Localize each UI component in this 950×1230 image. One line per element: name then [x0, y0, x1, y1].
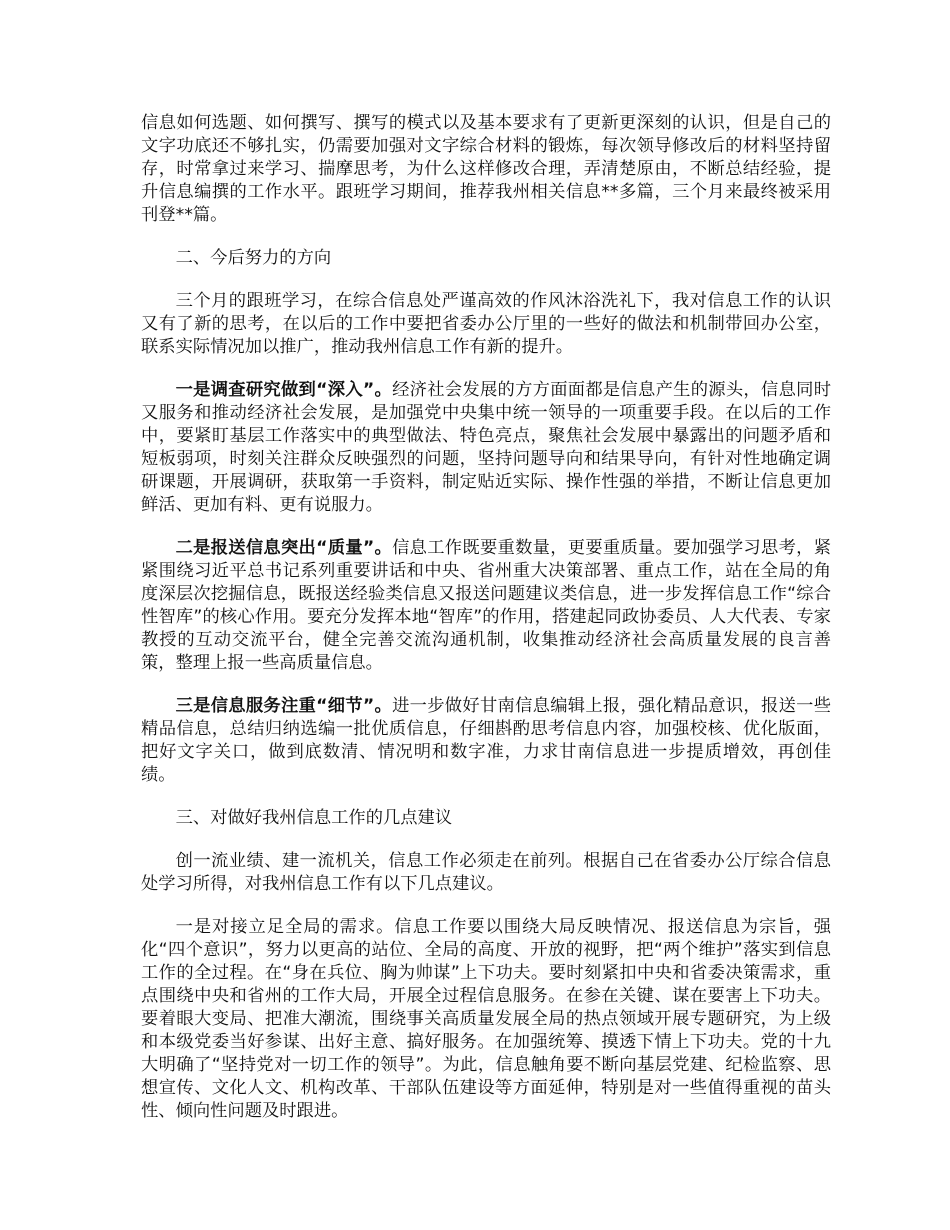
- paragraph-details: [141, 695, 831, 787]
- paragraph-text: 经济社会发展的方方面面都是信息产生的源头，信息同时又服务和推动经济社会发展，是加强党中央集中统一领导的一项重要手段。在以后的工作中，要紧盯基层工作落实中的典型做法、特色亮点，聚焦社会发展中暴露出的问题矛盾和短板弱项，时刻关注群众反映强烈的问题，坚持问题导向和结果导向，有针对性地确定调研课题，开展调研，获取第一手资料，制定贴近实际、操作性强的举措，不断让信息更加鲜活、更加有料、更有说服力。: [141, 380, 831, 515]
- paragraph-suggestions-intro: 创一流业绩、建一流机关，信息工作必须走在前列。根据自己在省委办公厅综合信息处学习所得，对我州信息工作有以下几点建议。: [141, 851, 831, 894]
- document-body: [141, 112, 831, 1143]
- paragraph-text: 进一步做好甘南信息编辑上报，强化精品意识，报送一些精品信息，总结归纳选编一批优质信息，仔细斟酌思考信息内容，加强校核、优化版面，把好文字关口，做到底数清、情况明和数字准，力求甘南信息进一步提质增效，再创佳绩。: [141, 696, 831, 785]
- paragraph-lead: 三是信息服务注重“细节”。: [175, 696, 393, 716]
- paragraph-quality: [141, 537, 831, 675]
- paragraph-global-needs: 一是对接立足全局的需求。信息工作要以围绕大局反映情况、报送信息为宗旨，强化“四个意识”，努力以更高的站位、全局的高度、开放的视野，把“两个维护”落实到信息工作的全过程。在“身在兵位、胸为帅谋”上下功夫。要时刻紧扣中央和省委决策需求，重点围绕中央和省州的工作大局，开展全过程信息服务。在参在关键、谋在要害上下功夫。要着眼大变局、把准大潮流，围绕事关高质量发展全局的热点领域开展专题研究，为上级和本级党委当好参谋、出好主意、搞好服务。在加强统筹、摸透下情上下功夫。党的十九大明确了“坚持党对一切工作的领导”。为此，信息触角要不断向基层党建、纪检监察、思想宣传、文化人文、机构改革、干部队伍建设等方面延伸，特别是对一些值得重视的苗头性、倾向性问题及时跟进。: [141, 917, 831, 1121]
- paragraph-intro-direction: 三个月的跟班学习，在综合信息处严谨高效的作风沐浴洗礼下，我对信息工作的认识又有了新的思考，在以后的工作中要把省委办公厅里的一些好的做法和机制带回办公室，联系实际情况加以推广，推动我州信息工作有新的提升。: [141, 291, 831, 357]
- paragraph-text: 信息工作既要重数量，更要重质量。要加强学习思考，紧紧围绕习近平总书记系列重要讲话和中央、省州重大决策部署、重点工作，站在全局的角度深层次挖掘信息，既报送经验类信息又报送问题建议类信息，进一步发挥信息工作“综合性智库”的核心作用。要充分发挥本地“智库”的作用，搭建起同政协委员、人大代表、专家教授的互动交流平台，健全完善交流沟通机制，收集推动经济社会高质量发展的良言善策，整理上报一些高质量信息。: [141, 538, 831, 673]
- paragraph-lead: 一是调查研究做到“深入”。: [175, 380, 393, 400]
- section-heading-two: 二、今后努力的方向: [175, 248, 332, 268]
- paragraph-lead: 二是报送信息突出“质量”。: [175, 538, 393, 558]
- paragraph-continued: 信息如何选题、如何撰写、撰写的模式以及基本要求有了更新更深刻的认识，但是自己的文字功底还不够扎实，仍需要加强对文字综合材料的锻炼，每次领导修改后的材料坚持留存，时常拿过来学习、揣摩思考，为什么这样修改合理，弄清楚原由，不断总结经验，提升信息编撰的工作水平。跟班学习期间，推荐我州相关信息**多篇，三个月来最终被采用刊登**篇。: [141, 113, 831, 225]
- paragraph-research-depth: [141, 379, 831, 517]
- section-heading-three: 三、对做好我州信息工作的几点建议: [175, 808, 453, 828]
